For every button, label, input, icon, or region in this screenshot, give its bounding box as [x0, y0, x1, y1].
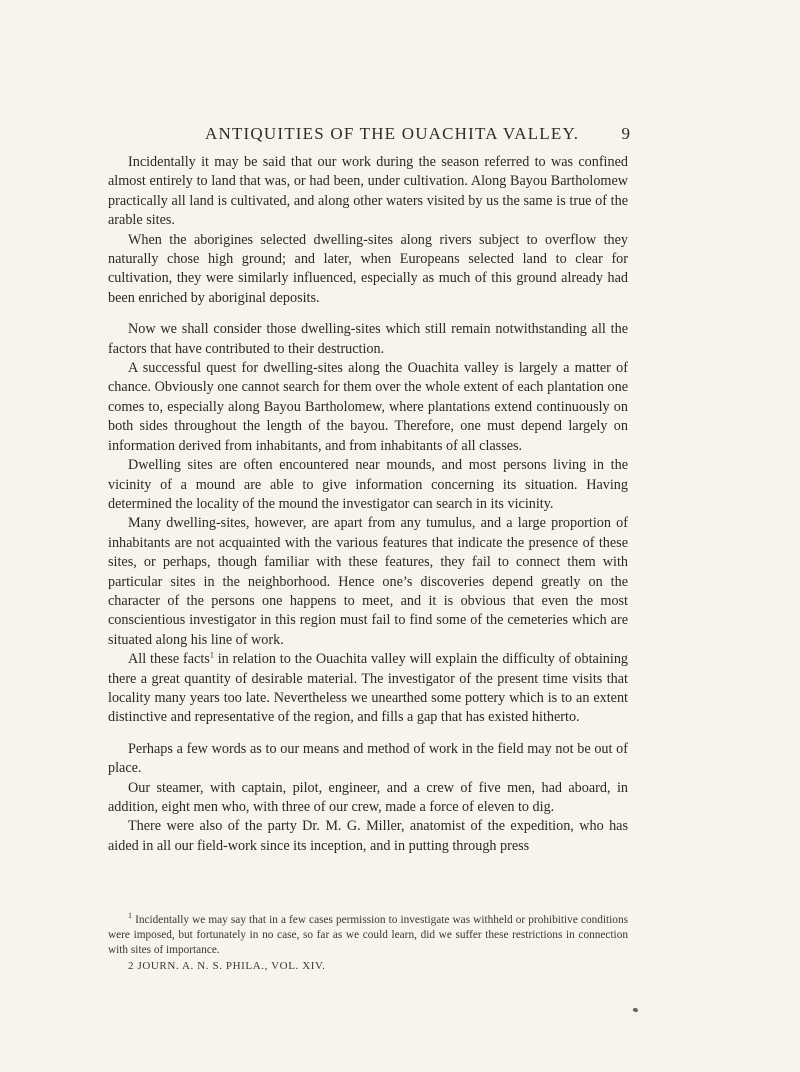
footnotes [108, 913, 628, 958]
paragraph: There were also of the party Dr. M. G. Miller, anatomist of the expedition, who has aided in all our field-work since its inception, and in putting through press [108, 818, 628, 854]
paragraph: Our steamer, with captain, pilot, engineer, and a crew of five men, had aboard, in addition, eight men who, with three of our crew, made a force of eleven to dig. [108, 779, 628, 815]
footnote-mark: 1 [128, 911, 132, 921]
paragraph-with-footnote [108, 650, 628, 728]
paragraph: Now we shall consider those dwelling-sites which still remain notwithstanding all the factors that have contributed to their destruction. [108, 321, 628, 357]
paragraph-rest: in relation to the Ouachita valley will explain the difficulty of obtaining there a great quantity of desirable material. The investigator of the present time visits that locality many years too late. Nevertheless we unearthed some pottery which is to an extent distinctive and representative of the region, and fills a gap that has existed hitherto. [108, 651, 629, 726]
paragraph-lead: All these facts [128, 651, 210, 668]
paragraph: Many dwelling-sites, however, are apart from any tumulus, and a large proportion of inhabitants are not acquainted with the various features that indicate the presence of these sites, or perhaps, though familiar with these features, they fail to connect them with particular sites in the neighborhood. Hence one’s discoveries depend greatly on the character of the persons one happens to meet, and it is obvious that even the most conscientious investigator in this region must fail to find some of the cemeteries which are situated along his line of work. [108, 515, 628, 648]
paragraph: Dwelling sites are often encountered near mounds, and most persons living in the vicinity of a mound are able to give information concerning its situation. Having determined the locality of the mound the investigator can search in its vicinity. [108, 457, 628, 512]
paper-speck [632, 1007, 638, 1013]
signature-line: 2 JOURN. A. N. S. PHILA., VOL. XIV. [128, 960, 326, 972]
paragraph: When the aborigines selected dwelling-sites along rivers subject to overflow they naturally chose high ground; and later, when Europeans selected land to clear for cultivation, they were similarly influenced, especially as much of this ground already had been enriched by aboriginal deposits. [108, 231, 628, 306]
paragraph: A successful quest for dwelling-sites along the Ouachita valley is largely a matter of chance. Obviously one cannot search for them over the whole extent of each plantation one comes to, especially along Bayou Bartholomew, where plantations extend continuously on both sides throughout the length of the bayou. Therefore, one must depend largely on information derived from inhabitants, and from inhabitants of all classes. [108, 360, 628, 454]
body-text [108, 153, 628, 856]
paragraph: Perhaps a few words as to our means and method of work in the field may not be out of place. [108, 740, 628, 777]
footnote [108, 913, 628, 958]
running-head: ANTIQUITIES OF THE OUACHITA VALLEY. [205, 124, 580, 143]
footnote-text: Incidentally we may say that in a few cases permission to investigate was withheld or prohibitive conditions were imposed, but fortunately in no case, so far as we could learn, did we suffer these restrictions in connection with sites of importance. [108, 914, 629, 956]
page-number: 9 [621, 124, 630, 143]
paragraph: Incidentally it may be said that our work during the season referred to was confined almost entirely to land that was, or had been, under cultivation. Along Bayou Bartholomew practically all land is cultivated, and along other waters visited by us the same is true of the arable sites. [108, 154, 628, 229]
footnote-reference: 1 [209, 650, 214, 660]
